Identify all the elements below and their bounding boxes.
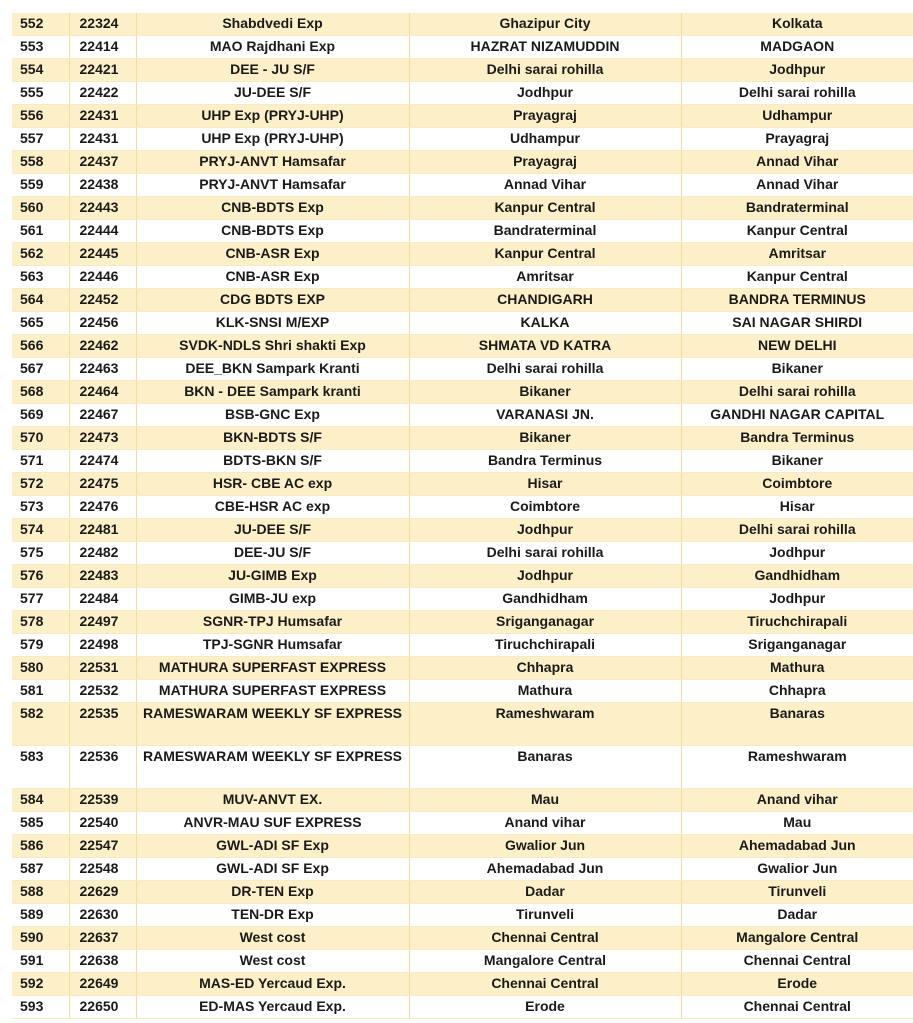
to-station-cell: Prayagraj	[681, 128, 913, 151]
to-station-cell: Kanpur Central	[681, 220, 913, 243]
table-row	[12, 174, 913, 197]
train-number-cell: 22421	[69, 59, 136, 82]
to-station-cell: Anand vihar	[681, 789, 913, 812]
table-row	[12, 904, 913, 927]
train-name-cell: MUV-ANVT EX.	[136, 789, 409, 812]
from-station-cell: Gwalior Jun	[409, 835, 681, 858]
train-number-cell: 22422	[69, 82, 136, 105]
to-station-cell: Bikaner	[681, 358, 913, 381]
from-station-cell: Delhi sarai rohilla	[409, 59, 681, 82]
table-row	[12, 519, 913, 542]
train-number-cell: 22456	[69, 312, 136, 335]
serial-number-cell: 566	[12, 335, 69, 358]
serial-number-cell: 591	[12, 950, 69, 973]
table-row	[12, 266, 913, 289]
serial-number-cell: 557	[12, 128, 69, 151]
table-row	[12, 835, 913, 858]
from-station-cell: SHMATA VD KATRA	[409, 335, 681, 358]
serial-number-cell: 565	[12, 312, 69, 335]
from-station-cell: Mangalore Central	[409, 950, 681, 973]
train-name-cell: RAMESWARAM WEEKLY SF EXPRESS	[136, 746, 409, 789]
train-number-cell: 22463	[69, 358, 136, 381]
train-name-cell: CBE-HSR AC exp	[136, 496, 409, 519]
table-row	[12, 427, 913, 450]
from-station-cell: Delhi sarai rohilla	[409, 542, 681, 565]
from-station-cell: VARANASI JN.	[409, 404, 681, 427]
from-station-cell: Hisar	[409, 473, 681, 496]
table-row	[12, 542, 913, 565]
table-row	[12, 657, 913, 680]
from-station-cell: CHANDIGARH	[409, 289, 681, 312]
to-station-cell: NEW DELHI	[681, 335, 913, 358]
to-station-cell: Kanpur Central	[681, 266, 913, 289]
table-row	[12, 358, 913, 381]
serial-number-cell: 558	[12, 151, 69, 174]
serial-number-cell: 573	[12, 496, 69, 519]
train-number-cell: 22431	[69, 105, 136, 128]
from-station-cell: Udhampur	[409, 128, 681, 151]
train-number-cell: 22452	[69, 289, 136, 312]
table-row	[12, 473, 913, 496]
table-row	[12, 381, 913, 404]
train-number-cell: 22637	[69, 927, 136, 950]
to-station-cell: Dadar	[681, 904, 913, 927]
serial-number-cell: 575	[12, 542, 69, 565]
serial-number-cell: 587	[12, 858, 69, 881]
serial-number-cell: 578	[12, 611, 69, 634]
train-name-cell: GWL-ADI SF Exp	[136, 835, 409, 858]
train-name-cell: KLK-SNSI M/EXP	[136, 312, 409, 335]
to-station-cell: MADGAON	[681, 36, 913, 59]
train-number-cell: 22438	[69, 174, 136, 197]
train-list-sheet	[12, 13, 913, 1019]
train-number-cell: 22539	[69, 789, 136, 812]
from-station-cell: Amritsar	[409, 266, 681, 289]
from-station-cell: Rameshwaram	[409, 703, 681, 746]
serial-number-cell: 581	[12, 680, 69, 703]
table-row	[12, 611, 913, 634]
to-station-cell: GANDHI NAGAR CAPITAL	[681, 404, 913, 427]
to-station-cell: SAI NAGAR SHIRDI	[681, 312, 913, 335]
train-name-cell: SVDK-NDLS Shri shakti Exp	[136, 335, 409, 358]
to-station-cell: Mathura	[681, 657, 913, 680]
from-station-cell: Chennai Central	[409, 973, 681, 996]
from-station-cell: Prayagraj	[409, 151, 681, 174]
from-station-cell: Prayagraj	[409, 105, 681, 128]
train-number-cell: 22474	[69, 450, 136, 473]
serial-number-cell: 586	[12, 835, 69, 858]
train-number-cell: 22431	[69, 128, 136, 151]
from-station-cell: Bandra Terminus	[409, 450, 681, 473]
from-station-cell: Tirunveli	[409, 904, 681, 927]
serial-number-cell: 583	[12, 746, 69, 789]
table-row	[12, 680, 913, 703]
train-number-cell: 22475	[69, 473, 136, 496]
table-row	[12, 973, 913, 996]
serial-number-cell: 555	[12, 82, 69, 105]
train-number-cell: 22443	[69, 197, 136, 220]
to-station-cell: Ahemadabad Jun	[681, 835, 913, 858]
serial-number-cell: 582	[12, 703, 69, 746]
from-station-cell: Tiruchchirapali	[409, 634, 681, 657]
from-station-cell: Jodhpur	[409, 82, 681, 105]
to-station-cell: Chhapra	[681, 680, 913, 703]
serial-number-cell: 589	[12, 904, 69, 927]
from-station-cell: Bikaner	[409, 427, 681, 450]
to-station-cell: Erode	[681, 973, 913, 996]
train-number-cell: 22467	[69, 404, 136, 427]
train-name-cell: Shabdvedi Exp	[136, 13, 409, 36]
to-station-cell: Amritsar	[681, 243, 913, 266]
serial-number-cell: 593	[12, 996, 69, 1019]
train-number-cell: 22629	[69, 881, 136, 904]
to-station-cell: Mau	[681, 812, 913, 835]
to-station-cell: Coimbtore	[681, 473, 913, 496]
table-row	[12, 82, 913, 105]
train-number-cell: 22630	[69, 904, 136, 927]
train-name-cell: BDTS-BKN S/F	[136, 450, 409, 473]
train-number-cell: 22324	[69, 13, 136, 36]
train-name-cell: HSR- CBE AC exp	[136, 473, 409, 496]
train-number-cell: 22482	[69, 542, 136, 565]
serial-number-cell: 554	[12, 59, 69, 82]
table-row	[12, 312, 913, 335]
train-number-cell: 22445	[69, 243, 136, 266]
train-number-cell: 22498	[69, 634, 136, 657]
from-station-cell: Banaras	[409, 746, 681, 789]
serial-number-cell: 588	[12, 881, 69, 904]
train-name-cell: MATHURA SUPERFAST EXPRESS	[136, 657, 409, 680]
serial-number-cell: 579	[12, 634, 69, 657]
train-name-cell: JU-GIMB Exp	[136, 565, 409, 588]
from-station-cell: Sriganganagar	[409, 611, 681, 634]
to-station-cell: Delhi sarai rohilla	[681, 381, 913, 404]
table-row	[12, 289, 913, 312]
to-station-cell: Gandhidham	[681, 565, 913, 588]
serial-number-cell: 564	[12, 289, 69, 312]
train-name-cell: RAMESWARAM WEEKLY SF EXPRESS	[136, 703, 409, 746]
to-station-cell: Annad Vihar	[681, 151, 913, 174]
serial-number-cell: 592	[12, 973, 69, 996]
from-station-cell: Bandraterminal	[409, 220, 681, 243]
table-row	[12, 36, 913, 59]
table-row	[12, 59, 913, 82]
train-table	[12, 13, 913, 1019]
train-name-cell: DEE_BKN Sampark Kranti	[136, 358, 409, 381]
serial-number-cell: 585	[12, 812, 69, 835]
from-station-cell: Kanpur Central	[409, 243, 681, 266]
train-name-cell: CNB-ASR Exp	[136, 266, 409, 289]
train-number-cell: 22484	[69, 588, 136, 611]
to-station-cell: BANDRA TERMINUS	[681, 289, 913, 312]
table-row	[12, 858, 913, 881]
serial-number-cell: 571	[12, 450, 69, 473]
from-station-cell: Jodhpur	[409, 565, 681, 588]
to-station-cell: Hisar	[681, 496, 913, 519]
train-number-cell: 22476	[69, 496, 136, 519]
train-name-cell: West cost	[136, 950, 409, 973]
table-row	[12, 588, 913, 611]
to-station-cell: Gwalior Jun	[681, 858, 913, 881]
to-station-cell: Annad Vihar	[681, 174, 913, 197]
table-row	[12, 496, 913, 519]
train-number-cell: 22464	[69, 381, 136, 404]
from-station-cell: Chennai Central	[409, 927, 681, 950]
to-station-cell: Chennai Central	[681, 950, 913, 973]
train-number-cell: 22638	[69, 950, 136, 973]
train-number-cell: 22446	[69, 266, 136, 289]
table-row	[12, 151, 913, 174]
to-station-cell: Bikaner	[681, 450, 913, 473]
train-name-cell: GIMB-JU exp	[136, 588, 409, 611]
from-station-cell: Mau	[409, 789, 681, 812]
to-station-cell: Kolkata	[681, 13, 913, 36]
table-row	[12, 881, 913, 904]
train-name-cell: JU-DEE S/F	[136, 82, 409, 105]
serial-number-cell: 567	[12, 358, 69, 381]
train-number-cell: 22536	[69, 746, 136, 789]
from-station-cell: Dadar	[409, 881, 681, 904]
train-name-cell: BKN-BDTS S/F	[136, 427, 409, 450]
table-row	[12, 13, 913, 36]
serial-number-cell: 552	[12, 13, 69, 36]
table-row	[12, 128, 913, 151]
train-name-cell: UHP Exp (PRYJ-UHP)	[136, 128, 409, 151]
to-station-cell: Delhi sarai rohilla	[681, 82, 913, 105]
train-name-cell: JU-DEE S/F	[136, 519, 409, 542]
table-row	[12, 220, 913, 243]
serial-number-cell: 576	[12, 565, 69, 588]
train-name-cell: CNB-BDTS Exp	[136, 220, 409, 243]
train-number-cell: 22548	[69, 858, 136, 881]
serial-number-cell: 556	[12, 105, 69, 128]
train-number-cell: 22650	[69, 996, 136, 1019]
table-row	[12, 197, 913, 220]
to-station-cell: Bandra Terminus	[681, 427, 913, 450]
train-name-cell: DR-TEN Exp	[136, 881, 409, 904]
train-number-cell: 22532	[69, 680, 136, 703]
train-number-cell: 22531	[69, 657, 136, 680]
serial-number-cell: 584	[12, 789, 69, 812]
table-row	[12, 565, 913, 588]
train-name-cell: MATHURA SUPERFAST EXPRESS	[136, 680, 409, 703]
train-name-cell: CNB-BDTS Exp	[136, 197, 409, 220]
train-number-cell: 22437	[69, 151, 136, 174]
train-name-cell: TEN-DR Exp	[136, 904, 409, 927]
to-station-cell: Jodhpur	[681, 542, 913, 565]
train-name-cell: PRYJ-ANVT Hamsafar	[136, 174, 409, 197]
train-name-cell: SGNR-TPJ Humsafar	[136, 611, 409, 634]
train-number-cell: 22473	[69, 427, 136, 450]
train-name-cell: UHP Exp (PRYJ-UHP)	[136, 105, 409, 128]
table-row	[12, 812, 913, 835]
to-station-cell: Bandraterminal	[681, 197, 913, 220]
train-number-cell: 22462	[69, 335, 136, 358]
train-number-cell: 22547	[69, 835, 136, 858]
serial-number-cell: 561	[12, 220, 69, 243]
train-name-cell: DEE-JU S/F	[136, 542, 409, 565]
table-row	[12, 927, 913, 950]
serial-number-cell: 570	[12, 427, 69, 450]
table-row	[12, 335, 913, 358]
train-name-cell: West cost	[136, 927, 409, 950]
from-station-cell: Chhapra	[409, 657, 681, 680]
train-number-cell: 22481	[69, 519, 136, 542]
table-row	[12, 950, 913, 973]
train-name-cell: TPJ-SGNR Humsafar	[136, 634, 409, 657]
from-station-cell: Gandhidham	[409, 588, 681, 611]
serial-number-cell: 577	[12, 588, 69, 611]
serial-number-cell: 590	[12, 927, 69, 950]
train-name-cell: CNB-ASR Exp	[136, 243, 409, 266]
to-station-cell: Tirunveli	[681, 881, 913, 904]
train-name-cell: ANVR-MAU SUF EXPRESS	[136, 812, 409, 835]
from-station-cell: HAZRAT NIZAMUDDIN	[409, 36, 681, 59]
from-station-cell: Erode	[409, 996, 681, 1019]
serial-number-cell: 574	[12, 519, 69, 542]
train-name-cell: BSB-GNC Exp	[136, 404, 409, 427]
table-row	[12, 450, 913, 473]
train-name-cell: PRYJ-ANVT Hamsafar	[136, 151, 409, 174]
serial-number-cell: 553	[12, 36, 69, 59]
from-station-cell: Kanpur Central	[409, 197, 681, 220]
to-station-cell: Jodhpur	[681, 588, 913, 611]
table-row	[12, 105, 913, 128]
train-name-cell: BKN - DEE Sampark kranti	[136, 381, 409, 404]
train-name-cell: DEE - JU S/F	[136, 59, 409, 82]
train-number-cell: 22483	[69, 565, 136, 588]
to-station-cell: Chennai Central	[681, 996, 913, 1019]
from-station-cell: Ghazipur City	[409, 13, 681, 36]
serial-number-cell: 569	[12, 404, 69, 427]
to-station-cell: Rameshwaram	[681, 746, 913, 789]
table-row	[12, 243, 913, 266]
table-row	[12, 634, 913, 657]
from-station-cell: Ahemadabad Jun	[409, 858, 681, 881]
train-number-cell: 22444	[69, 220, 136, 243]
from-station-cell: Annad Vihar	[409, 174, 681, 197]
train-number-cell: 22497	[69, 611, 136, 634]
train-number-cell: 22535	[69, 703, 136, 746]
train-name-cell: GWL-ADI SF Exp	[136, 858, 409, 881]
from-station-cell: Jodhpur	[409, 519, 681, 542]
table-row	[12, 789, 913, 812]
to-station-cell: Sriganganagar	[681, 634, 913, 657]
to-station-cell: Delhi sarai rohilla	[681, 519, 913, 542]
from-station-cell: Bikaner	[409, 381, 681, 404]
to-station-cell: Mangalore Central	[681, 927, 913, 950]
serial-number-cell: 563	[12, 266, 69, 289]
serial-number-cell: 572	[12, 473, 69, 496]
table-row	[12, 746, 913, 789]
train-name-cell: MAO Rajdhani Exp	[136, 36, 409, 59]
table-row	[12, 703, 913, 746]
serial-number-cell: 568	[12, 381, 69, 404]
serial-number-cell: 562	[12, 243, 69, 266]
train-number-cell: 22414	[69, 36, 136, 59]
serial-number-cell: 559	[12, 174, 69, 197]
serial-number-cell: 560	[12, 197, 69, 220]
to-station-cell: Udhampur	[681, 105, 913, 128]
from-station-cell: Delhi sarai rohilla	[409, 358, 681, 381]
train-table-body	[12, 13, 913, 1019]
serial-number-cell: 580	[12, 657, 69, 680]
from-station-cell: Anand vihar	[409, 812, 681, 835]
train-number-cell: 22540	[69, 812, 136, 835]
from-station-cell: Coimbtore	[409, 496, 681, 519]
train-name-cell: ED-MAS Yercaud Exp.	[136, 996, 409, 1019]
table-row	[12, 404, 913, 427]
to-station-cell: Tiruchchirapali	[681, 611, 913, 634]
train-name-cell: CDG BDTS EXP	[136, 289, 409, 312]
to-station-cell: Jodhpur	[681, 59, 913, 82]
from-station-cell: KALKA	[409, 312, 681, 335]
train-name-cell: MAS-ED Yercaud Exp.	[136, 973, 409, 996]
train-number-cell: 22649	[69, 973, 136, 996]
from-station-cell: Mathura	[409, 680, 681, 703]
to-station-cell: Banaras	[681, 703, 913, 746]
table-row	[12, 996, 913, 1019]
